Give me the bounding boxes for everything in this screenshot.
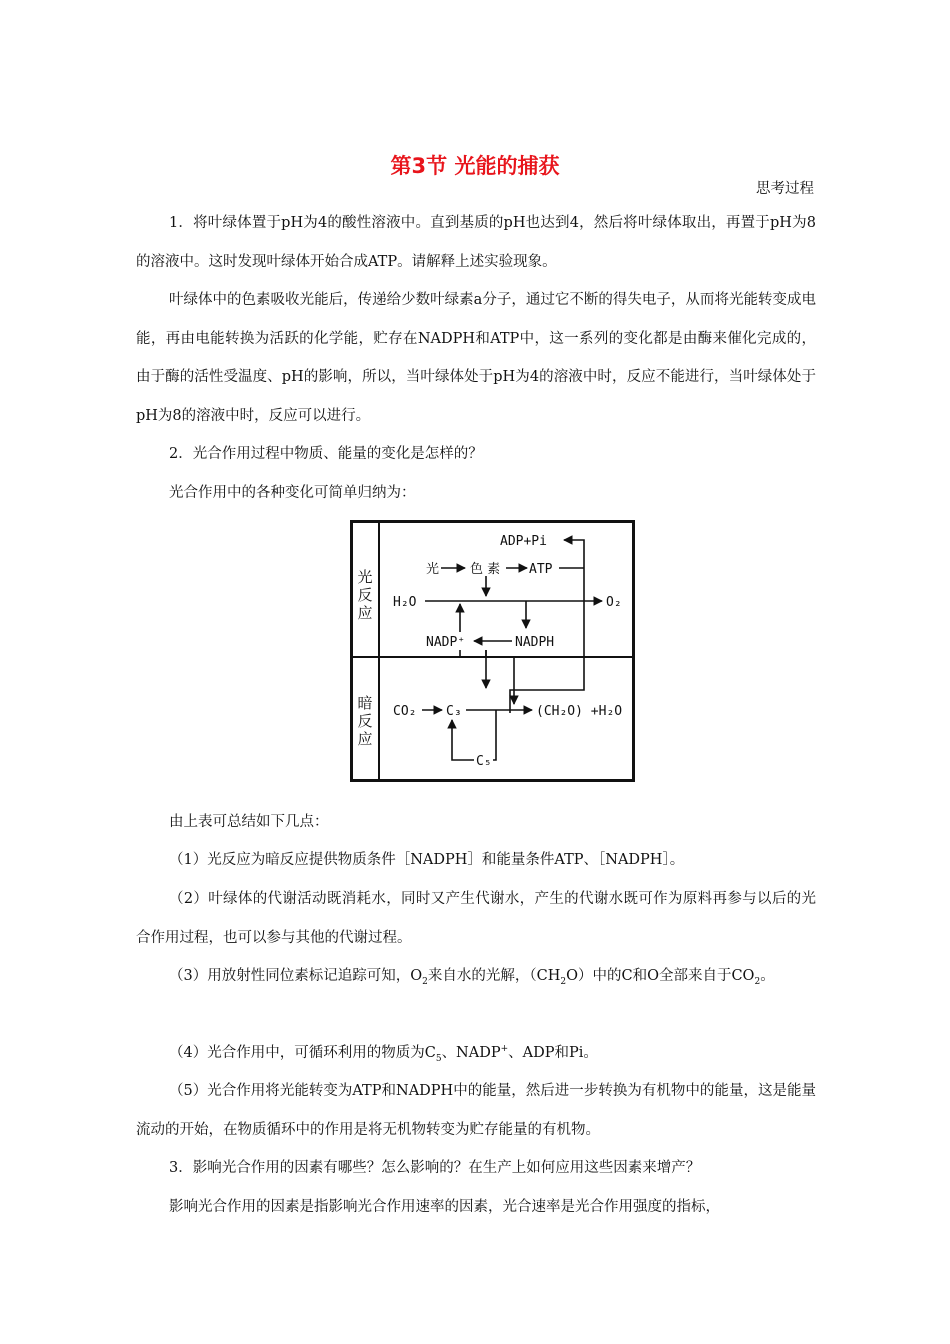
nadph-label: NADPH (515, 635, 555, 650)
summary-point-4: （4）光合作用中，可循环利用的物质为$C_5$、NADP+、ADP和Pi。 (169, 1044, 598, 1064)
summary-point-5: （5）光合作用将光能转变为ATP和NADPH中的能量，然后进一步转换为有机物中的能量，这是能量流动的开始，在物质循环中的作用是将无机物转变为贮存能量的有机物。 (136, 1083, 816, 1138)
question-2-intro: 光合作用中的各种变化可简单归纳为： (169, 485, 416, 501)
o2-label: O₂ (606, 595, 622, 610)
summary-intro: 由上表可总结如下几点： (169, 814, 329, 830)
c3-to-c5-link (493, 710, 496, 760)
product-label: (CH₂O) +H₂O (536, 704, 623, 719)
c3-label: C₃ (446, 704, 462, 719)
page-subtitle: 思考过程 (756, 181, 814, 197)
question-2: 2．光合作用过程中物质、能量的变化是怎样的？ (169, 446, 483, 462)
light-reaction-label-3: 应 (357, 604, 373, 622)
summary-point-3: （3）用放射性同位素标记追踪可知，$O_2$来自水的光解，$(CH_2O)$中的C和O全部来自于$CO_2$。 (169, 968, 775, 987)
question-1: 1．将叶绿体置于pH为4的酸性溶液中。直到基质的pH也达到4，然后将叶绿体取出，再置于pH为8的溶液中。这时发现叶绿体开始合成ATP。请解释上述实验现象。 (136, 215, 816, 270)
summary-point-1: （1）光反应为暗反应提供物质条件［NADPH］和能量条件ATP、［NADPH］。 (169, 852, 685, 868)
summary-point-2: （2）叶绿体的代谢活动既消耗水，同时又产生代谢水，产生的代谢水既可作为原料再参与以后的光合作用过程，也可以参与其他的代谢过程。 (136, 891, 816, 946)
nadp-plus-label: NADP⁺ (426, 635, 466, 650)
diagram-frame (352, 522, 634, 781)
h2o-label: H₂O (393, 595, 417, 610)
arrow-c5-to-c3 (452, 720, 474, 760)
dark-reaction-label-3: 应 (357, 730, 373, 748)
answer-3: 影响光合作用的因素是指影响光合作用速率的因素，光合速率是光合作用强度的指标， (169, 1199, 720, 1215)
atp-label: ATP (529, 562, 553, 577)
page-title: 第3节 光能的捕获 (390, 154, 560, 178)
pigment-label: 色 素 (470, 562, 501, 577)
dark-reaction-label-2: 反 (357, 712, 373, 730)
question-3: 3．影响光合作用的因素有哪些？怎么影响的？在生产上如何应用这些因素来增产？ (169, 1160, 701, 1176)
light-label: 光 (426, 562, 440, 577)
adp-pi-label: ADP+Pi (500, 534, 547, 549)
dark-reaction-label-1: 暗 (357, 694, 373, 712)
nadp-return-link (460, 650, 486, 657)
c5-label: C₅ (476, 754, 492, 769)
light-reaction-label-1: 光 (357, 568, 373, 586)
photosynthesis-diagram (350, 520, 635, 782)
answer-1: 叶绿体中的色素吸收光能后，传递给少数叶绿素a分子，通过它不断的得失电子，从而将光能转变成电能，再由电能转换为活跃的化学能，贮存在NADPH和ATP中，这一系列的变化都是由酶来催化完成的，由于酶的活性受温度、pH的影响，所以，当叶绿体处于pH为4的溶液中时，反应不能进行，当叶绿体处于pH为8的溶液中时，反应可以进行。 (136, 292, 816, 424)
co2-label: CO₂ (393, 704, 417, 719)
light-reaction-label-2: 反 (357, 586, 373, 604)
